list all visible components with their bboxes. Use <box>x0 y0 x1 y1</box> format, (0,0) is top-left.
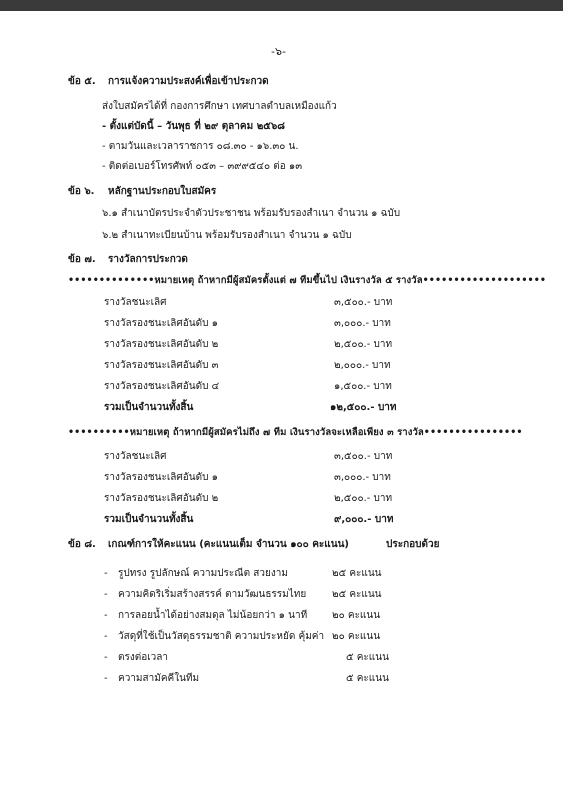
prize-total-label: รวมเป็นจำนวนทั้งสิ้น <box>104 514 194 525</box>
section-5-title: การแจ้งความประสงค์เพื่อเข้าประกวด <box>108 76 269 87</box>
criterion-score: ๒๐ คะแนน <box>332 610 381 621</box>
prize-amount: ๑,๕๐๐.- บาท <box>334 381 392 392</box>
prize-label: รางวัลรองชนะเลิศอันดับ ๒ <box>104 339 219 350</box>
prize-label: รางวัลรองชนะเลิศอันดับ ๑ <box>104 318 218 329</box>
section-5-line: - ติดต่อเบอร์โทรศัพท์ ๐๕๓ – ๓๙๙๕๔๐ ต่อ ๑๓ <box>102 161 303 172</box>
prize-label: รางวัลรองชนะเลิศอันดับ ๒ <box>104 493 219 504</box>
prize-amount: ๓,๐๐๐.- บาท <box>334 472 391 483</box>
prize-total-label: รวมเป็นจำนวนทั้งสิ้น <box>104 402 194 413</box>
prize-label: รางวัลรองชนะเลิศอันดับ ๓ <box>104 360 219 371</box>
prize-label: รางวัลชนะเลิศ <box>104 451 167 462</box>
section-5-line: - ตามวันและเวลาราชการ ๐๘.๓๐ - ๑๖.๓๐ น. <box>102 141 299 152</box>
prize-label: รางวัลชนะเลิศ <box>104 297 167 308</box>
criterion-label: ความสามัคคีในทีม <box>118 673 200 684</box>
section-6-line: ๖.๑ สำเนาบัตรประจำตัวประชาชน พร้อมรับรองสำเนา จำนวน ๑ ฉบับ <box>102 208 401 219</box>
section-8-number: ข้อ ๘. <box>68 539 96 550</box>
criterion-dash: - <box>104 673 108 684</box>
prize-total-amount: ๑๒,๕๐๐.- บาท <box>330 402 397 413</box>
criterion-label: การลอยน้ำได้อย่างสมดุล ไม่น้อยกว่า ๑ นาที <box>118 610 308 621</box>
criterion-score: ๕ คะแนน <box>346 652 389 663</box>
criterion-dash: - <box>104 631 108 642</box>
criterion-score: ๒๕ คะแนน <box>332 568 382 579</box>
prize-note-2: ••••••••••หมายเหตุ ถ้าหากมีผู้สมัครไม่ถึง ๗ ทีม เงินรางวัลจะเหลือเพียง ๓ รางวัล•••••••••••••••• <box>68 427 523 438</box>
section-5-number: ข้อ ๕. <box>68 76 96 87</box>
prize-amount: ๒,๐๐๐.- บาท <box>334 360 391 371</box>
section-8-title: เกณฑ์การให้คะแนน (คะแนนเต็ม จำนวน ๑๐๐ คะแนน) <box>108 539 349 550</box>
criterion-label: ตรงต่อเวลา <box>118 652 169 663</box>
section-5-line: - ตั้งแต่บัดนี้ – วันพุธ ที่ ๒๙ ตุลาคม ๒๕๖๘ <box>102 121 285 132</box>
section-6-number: ข้อ ๖. <box>68 186 95 197</box>
prize-amount: ๓,๕๐๐.- บาท <box>334 451 393 462</box>
section-6-line: ๖.๒ สำเนาทะเบียนบ้าน พร้อมรับรองสำเนา จำนวน ๑ ฉบับ <box>102 230 352 241</box>
prize-amount: ๒,๕๐๐.- บาท <box>334 339 393 350</box>
prize-amount: ๓,๕๐๐.- บาท <box>334 297 393 308</box>
criterion-dash: - <box>104 589 108 600</box>
prize-label: รางวัลรองชนะเลิศอันดับ ๔ <box>104 381 220 392</box>
criterion-label: วัสดุที่ใช้เป็นวัสดุธรรมชาติ ความประหยัด คุ้มค่า <box>118 631 325 642</box>
prize-total-amount: ๙,๐๐๐.- บาท <box>334 514 394 525</box>
section-7-number: ข้อ ๗. <box>68 254 96 265</box>
criterion-score: ๒๕ คะแนน <box>332 589 382 600</box>
criterion-score: ๒๐ คะแนน <box>332 631 381 642</box>
criterion-score: ๕ คะแนน <box>346 673 389 684</box>
prize-label: รางวัลรองชนะเลิศอันดับ ๑ <box>104 472 218 483</box>
criterion-dash: - <box>104 652 108 663</box>
section-7-title: รางวัลการประกวด <box>108 254 188 265</box>
prize-amount: ๒,๕๐๐.- บาท <box>334 493 393 504</box>
section-8-title-suffix: ประกอบด้วย <box>386 539 440 550</box>
criterion-label: รูปทรง รูปลักษณ์ ความประณีต สวยงาม <box>118 568 288 579</box>
section-6-title: หลักฐานประกอบใบสมัคร <box>108 186 217 197</box>
page-number: -๖- <box>271 45 286 58</box>
criterion-dash: - <box>104 610 108 621</box>
prize-note-1: ••••••••••••••หมายเหตุ ถ้าหากมีผู้สมัครตั้งแต่ ๗ ทีมขึ้นไป เงินรางวัล ๕ รางวัล•••••••••••••••••••• <box>68 275 547 286</box>
criterion-dash: - <box>104 568 108 579</box>
criterion-label: ความคิดริเริ่มสร้างสรรค์ ตามวัฒนธรรมไทย <box>118 589 307 600</box>
prize-amount: ๓,๐๐๐.- บาท <box>334 318 391 329</box>
section-5-line: ส่งใบสมัครได้ที่ กองการศึกษา เทศบาลตำบลเหมืองแก้ว <box>102 101 337 112</box>
